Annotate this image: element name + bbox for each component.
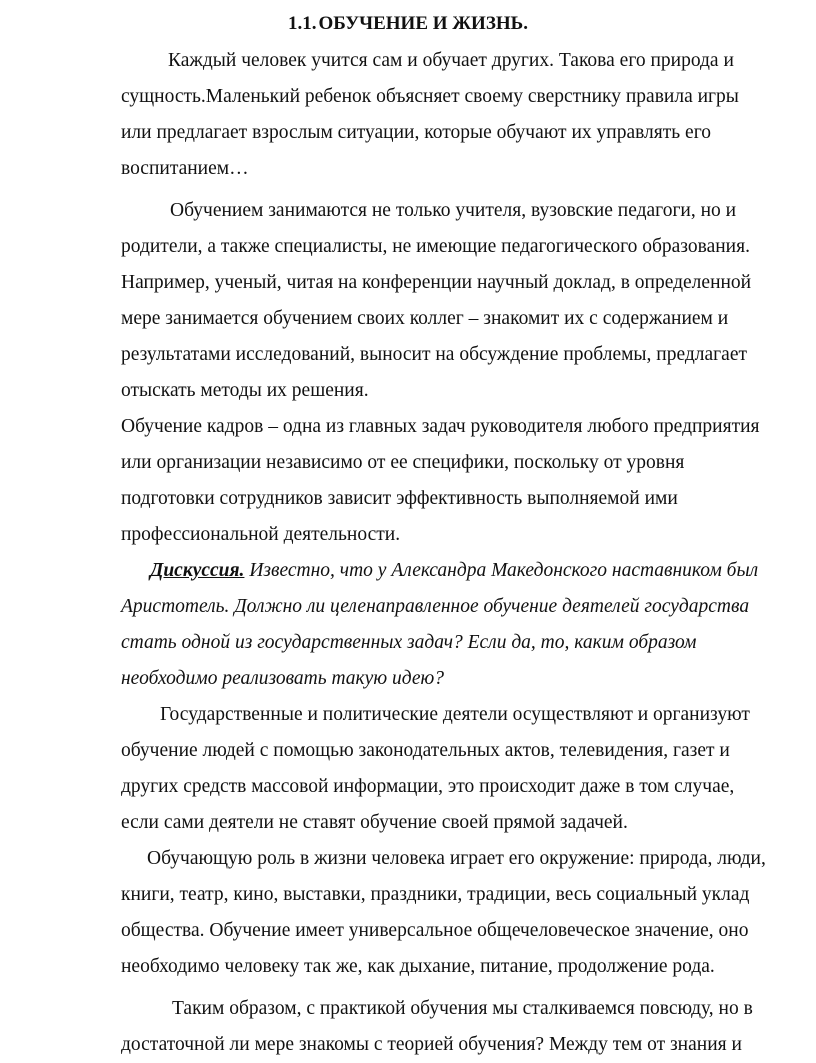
discussion-line bbox=[121, 553, 801, 589]
paragraph-3 bbox=[121, 409, 801, 553]
discussion-line: необходимо реализовать такую идею? bbox=[121, 668, 444, 689]
text-line: если сами деятели не ставят обучение своей прямой задачей. bbox=[121, 812, 628, 833]
discussion-line: стать одной из государственных задач? Если да, то, каким образом bbox=[121, 632, 697, 653]
body-text bbox=[121, 43, 801, 1063]
section-title bbox=[0, 12, 816, 36]
text-line: воспитанием… bbox=[121, 158, 249, 179]
text-line: подготовки сотрудников зависит эффективность выполняемой ими bbox=[121, 488, 678, 509]
text-line: сущность.Маленький ребенок объясняет своему сверстнику правила игры bbox=[121, 86, 739, 107]
paragraph-2 bbox=[121, 193, 801, 409]
text-line: Обучение кадров – одна из главных задач руководителя любого предприятия bbox=[121, 416, 760, 437]
text-line: Обучающую роль в жизни человека играет его окружение: природа, люди, bbox=[147, 848, 766, 869]
text-line: родители, а также специалисты, не имеющие педагогического образования. bbox=[121, 236, 750, 257]
text-line: общества. Обучение имеет универсальное общечеловеческое значение, оно bbox=[121, 920, 749, 941]
paragraph-6 bbox=[121, 991, 801, 1063]
discussion-block bbox=[121, 553, 801, 697]
text-line: обучение людей с помощью законодательных актов, телевидения, газет и bbox=[121, 740, 730, 761]
text-line: Каждый человек учится сам и обучает других. Такова его природа и bbox=[168, 50, 734, 71]
text-line: или организации независимо от ее специфики, поскольку от уровня bbox=[121, 452, 685, 473]
text-line: отыскать методы их решения. bbox=[121, 380, 369, 401]
paragraph-4 bbox=[121, 697, 801, 841]
text-line: профессиональной деятельности. bbox=[121, 524, 401, 545]
text-line: необходимо человеку так же, как дыхание, питание, продолжение рода. bbox=[121, 956, 715, 977]
text-line: Таким образом, с практикой обучения мы сталкиваемся повсюду, но в bbox=[172, 998, 753, 1019]
text-line: результатами исследований, выносит на обсуждение проблемы, предлагает bbox=[121, 344, 748, 365]
paragraph-5 bbox=[121, 841, 801, 985]
discussion-first-text: Известно, что у Александра Македонского наставником был bbox=[244, 560, 759, 581]
text-line: мере занимается обучением своих коллег – знакомит их с содержанием и bbox=[121, 308, 729, 329]
text-line: или предлагает взрослым ситуации, которые обучают их управлять его bbox=[121, 122, 711, 143]
text-line: достаточной ли мере знакомы с теорией обучения? Между тем от знания и bbox=[121, 1034, 742, 1055]
text-line: других средств массовой информации, это происходит даже в том случае, bbox=[121, 776, 735, 797]
text-line: Государственные и политические деятели осуществляют и организуют bbox=[160, 704, 750, 725]
text-line: Обучением занимаются не только учителя, вузовские педагоги, но и bbox=[170, 200, 737, 221]
section-number: 1.1. bbox=[288, 13, 317, 34]
section-title-text: ОБУЧЕНИЕ И ЖИЗНЬ. bbox=[318, 13, 528, 34]
paragraph-1 bbox=[121, 43, 801, 187]
discussion-line: Аристотель. Должно ли целенаправленное обучение деятелей государства bbox=[121, 596, 750, 617]
text-line: Например, ученый, читая на конференции научный доклад, в определенной bbox=[121, 272, 752, 293]
discussion-label: Дискуссия. bbox=[150, 560, 245, 581]
text-line: книги, театр, кино, выставки, праздники, традиции, весь социальный уклад bbox=[121, 884, 750, 905]
